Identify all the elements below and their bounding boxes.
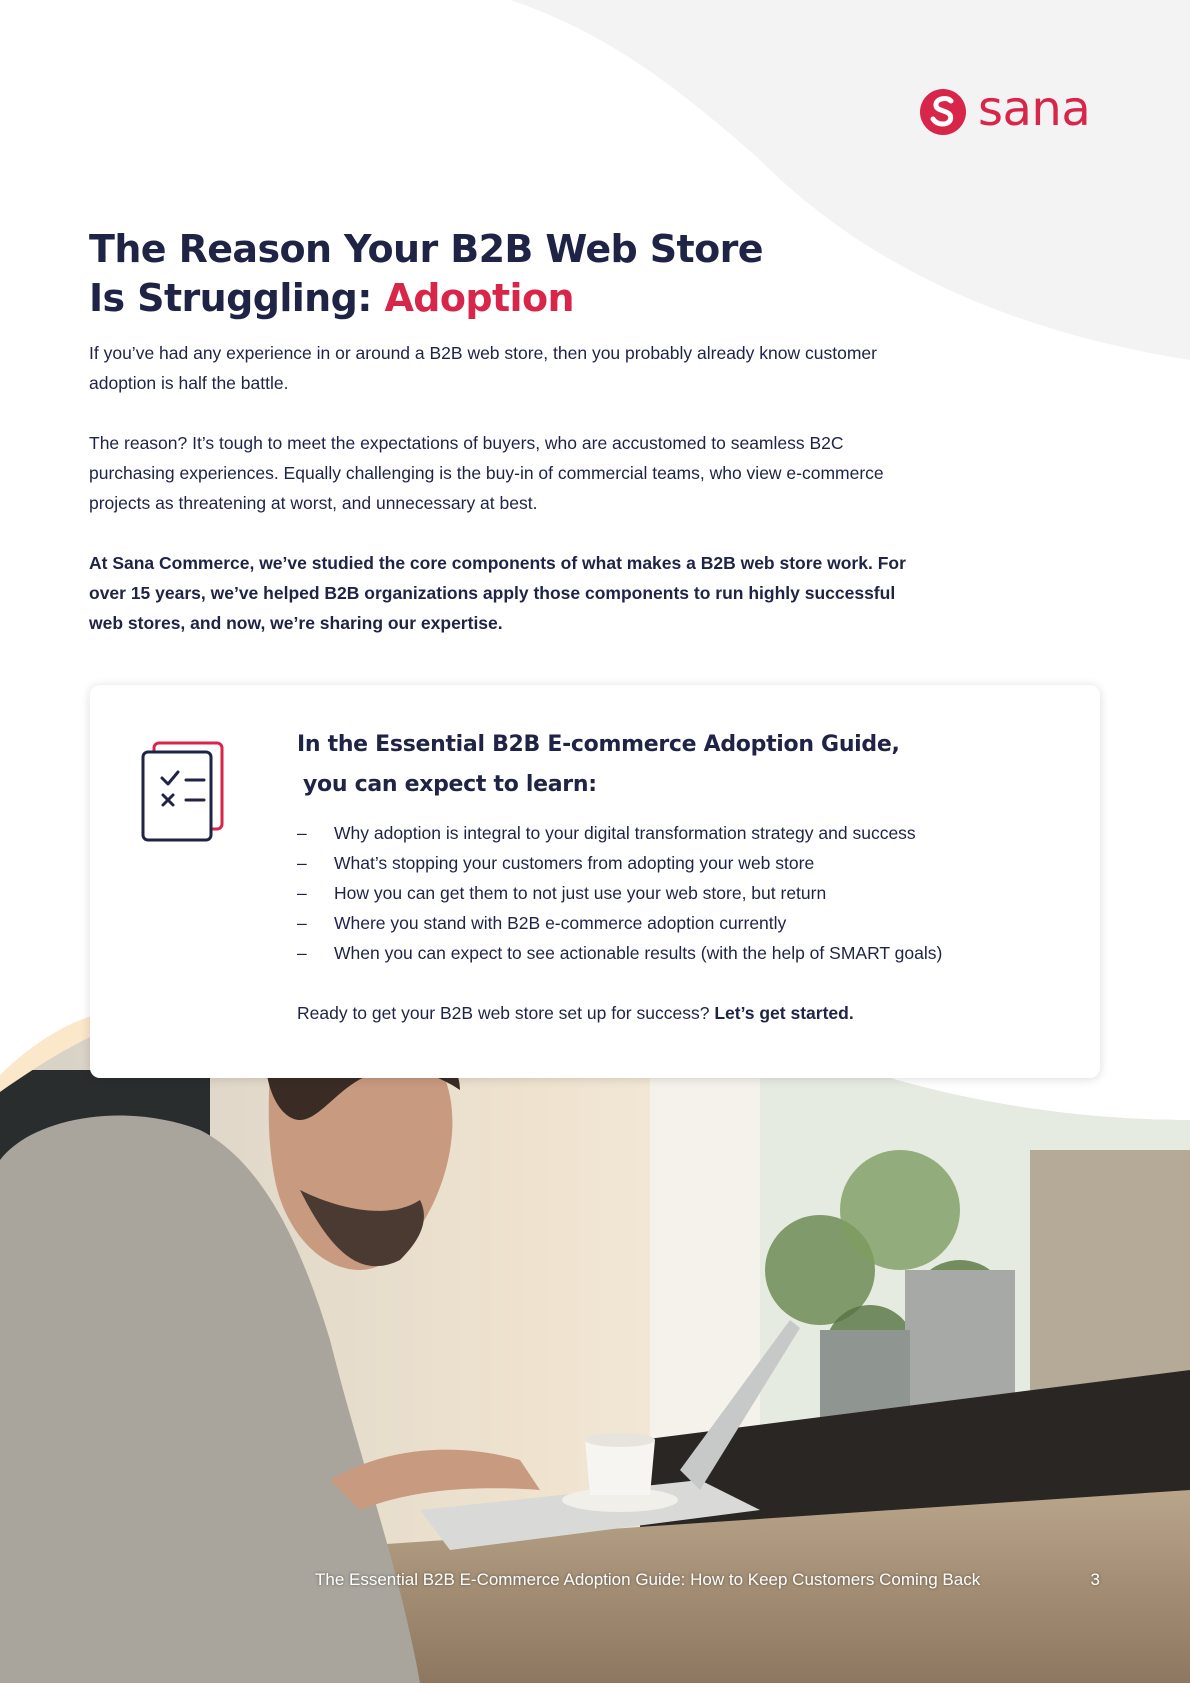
- card-heading-line-1: In the Essential B2B E-commerce Adoption Guide,: [297, 732, 900, 757]
- list-dash: –: [297, 943, 307, 963]
- card-heading-line-2: you can expect to learn:: [303, 772, 597, 797]
- page-title: [89, 225, 889, 323]
- list-dash: –: [297, 823, 307, 843]
- title-line-2-prefix: Is Struggling:: [89, 276, 385, 321]
- footer-guide-title: The Essential B2B E-Commerce Adoption Guide: How to Keep Customers Coming Back: [315, 1570, 981, 1589]
- card-heading: [297, 725, 1017, 805]
- checklist-icon: [140, 740, 226, 844]
- list-item: [297, 938, 942, 968]
- list-item: [297, 818, 942, 848]
- learning-card: [90, 685, 1100, 1078]
- list-item-text: When you can expect to see actionable results (with the help of SMART goals): [334, 943, 943, 963]
- list-dash: –: [297, 853, 307, 873]
- sana-logo: [920, 81, 1091, 138]
- list-item: [297, 908, 942, 938]
- title-line-1: The Reason Your B2B Web Store: [89, 227, 763, 272]
- list-item: [297, 848, 942, 878]
- list-item-text: Where you stand with B2B e-commerce adoption currently: [334, 913, 787, 933]
- learning-list: [297, 818, 942, 968]
- list-dash: –: [297, 883, 307, 903]
- card-call-to-action: [297, 998, 854, 1028]
- list-dash: –: [297, 913, 307, 933]
- intro-paragraph-2: The reason? It’s tough to meet the expectations of buyers, who are accustomed to seamless B2C purchasing experiences. Equally challenging is the buy-in of commercial teams, who view e-commerce projects as threatening at worst, and unnecessary at best.: [89, 433, 884, 513]
- list-item-text: Why adoption is integral to your digital transformation strategy and success: [334, 823, 916, 843]
- cta-text: Ready to get your B2B web store set up for success?: [297, 1003, 715, 1023]
- logo-wordmark: sana: [978, 81, 1091, 137]
- list-item: [297, 878, 942, 908]
- intro-section: [89, 338, 909, 668]
- sana-logo-mark-icon: [920, 89, 966, 135]
- title-accent-word: Adoption: [384, 276, 574, 321]
- intro-paragraph-1: If you’ve had any experience in or around a B2B web store, then you probably already know customer adoption is half the battle.: [89, 343, 877, 393]
- page-footer: [315, 1570, 1100, 1600]
- cta-bold-text: Let’s get started.: [714, 1003, 854, 1023]
- intro-paragraph-3: At Sana Commerce, we’ve studied the core components of what makes a B2B web store work. For over 15 years, we’ve helped B2B organizations apply those components to run highly successful web stores, and now, we’re sharing our expertise.: [89, 553, 906, 633]
- list-item-text: What’s stopping your customers from adopting your web store: [334, 853, 815, 873]
- list-item-text: How you can get them to not just use your web store, but return: [334, 883, 827, 903]
- footer-page-number: 3: [1090, 1570, 1100, 1589]
